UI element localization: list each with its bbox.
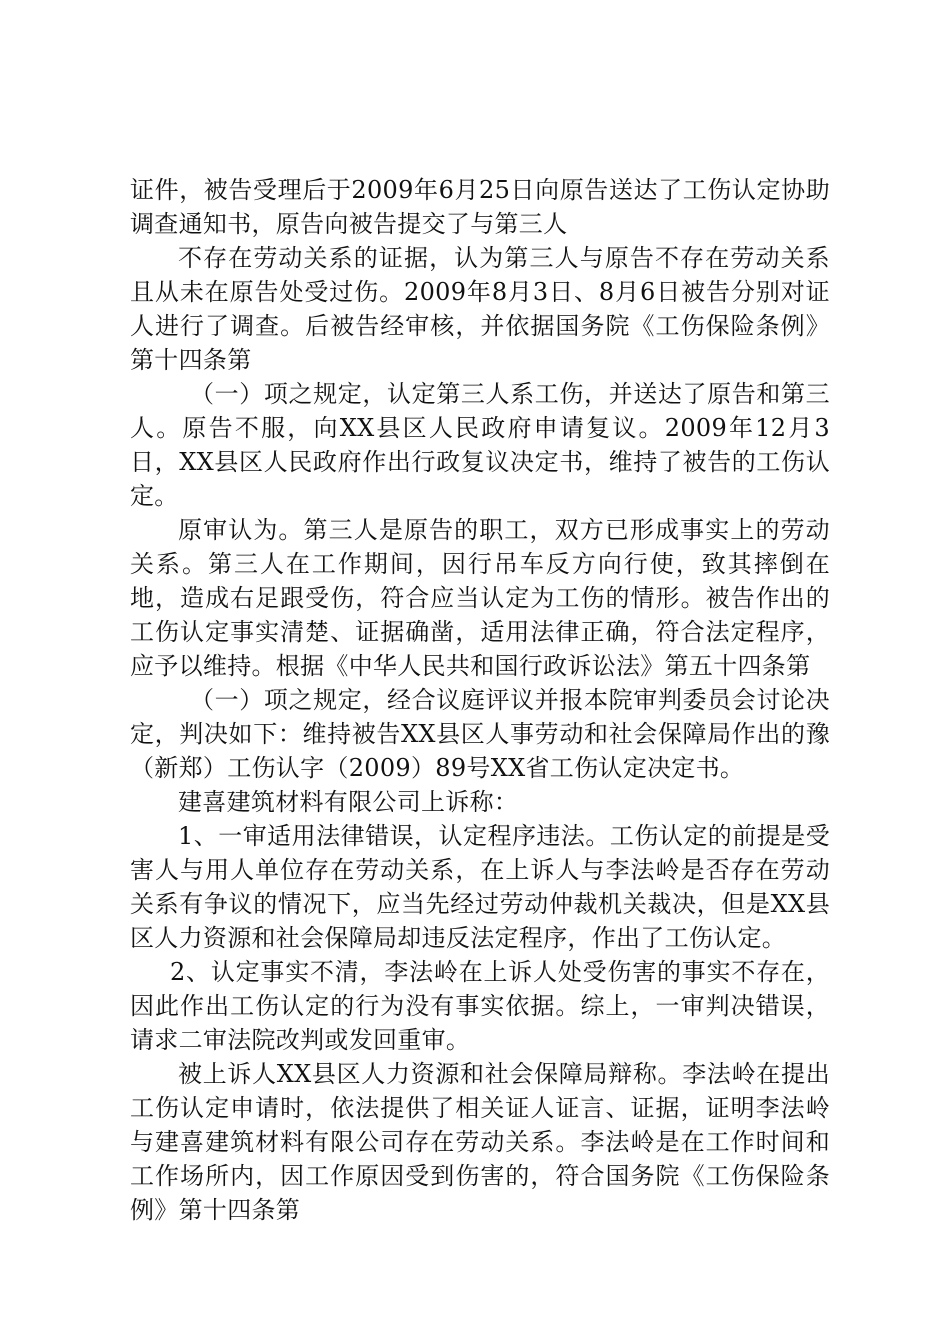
paragraph-1: 证件，被告受理后于2009年6月25日向原告送达了工伤认定协助调查通知书，原告向被告提交了与第三人	[130, 176, 830, 238]
paragraph-3: （一）项之规定，认定第三人系工伤，并送达了原告和第三人。原告不服，向XX县区人民政府申请复议。2009年12月3日，XX县区人民政府作出行政复议决定书，维持了被告的工伤认定。	[130, 380, 830, 510]
paragraph-8: 2、认定事实不清，李法岭在上诉人处受伤害的事实不存在，因此作出工伤认定的行为没有事实依据。综上，一审判决错误，请求二审法院改判或发回重审。	[130, 958, 830, 1054]
paragraph-5: （一）项之规定，经合议庭评议并报本院审判委员会讨论决定，判决如下：维持被告XX县区人事劳动和社会保障局作出的豫（新郑）工伤认字（2009）89号XX省工伤认定决定书。	[130, 686, 830, 782]
paragraph-2: 不存在劳动关系的证据，认为第三人与原告不存在劳动关系且从未在原告处受过伤。2009年8月3日、8月6日被告分别对证人进行了调查。后被告经审核，并依据国务院《工伤保险条例》第十四条第	[130, 244, 830, 374]
document-body	[130, 173, 830, 1227]
paragraph-6: 建喜建筑材料有限公司上诉称：	[178, 788, 519, 816]
paragraph-7: 1、一审适用法律错误，认定程序违法。工伤认定的前提是受害人与用人单位存在劳动关系，在上诉人与李法岭是否存在劳动关系有争议的情况下，应当先经过劳动仲裁机关裁决，但是XX县区人力资源和社会保障局却违反法定程序，作出了工伤认定。	[130, 822, 830, 952]
paragraph-9: 被上诉人XX县区人力资源和社会保障局辩称。李法岭在提出工伤认定申请时，依法提供了相关证人证言、证据，证明李法岭与建喜建筑材料有限公司存在劳动关系。李法岭是在工作时间和工作场所内，因工作原因受到伤害的，符合国务院《工伤保险条例》第十四条第	[130, 1060, 830, 1224]
paragraph-4: 原审认为。第三人是原告的职工，双方已形成事实上的劳动关系。第三人在工作期间，因行吊车反方向行使，致其摔倒在地，造成右足跟受伤，符合应当认定为工伤的情形。被告作出的工伤认定事实清楚、证据确凿，适用法律正确，符合法定程序，应予以维持。根据《中华人民共和国行政诉讼法》第五十四条第	[130, 516, 830, 680]
